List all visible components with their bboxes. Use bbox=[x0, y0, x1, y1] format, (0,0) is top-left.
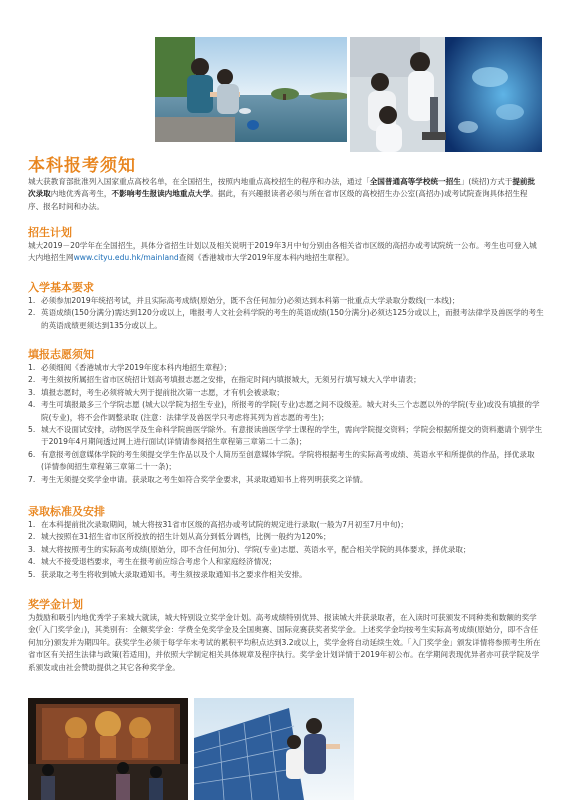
list-item: 7. 考生无须提交奖学金申请。获录取之考生如符合奖学金要求，其录取通知书上将列明获奖之详情。 bbox=[28, 474, 368, 484]
intro-text-4: 。据此，有兴趣报读者必须与所在省市区级的高校招生办公室(高招办)或考试院查询具体招生程序、报名时间和办法。 bbox=[28, 189, 528, 211]
list-item: 4. 城大不接受退档要求，考生在报考前应综合考虑个人和家庭经济情况； bbox=[28, 557, 277, 567]
list-item: 2. 城大按照在31招生省市区所投放的招生计划从高分到低分调档，比例一般约为120%； bbox=[28, 532, 331, 542]
section-heading-scholarship: 奖学金计划 bbox=[28, 598, 83, 611]
list-item: 2. 考生须按所属招生省市区统招计划高考填报志愿之安排，在指定时间内填报城大，无须另行填写城大入学申请表； bbox=[28, 375, 421, 385]
application-list bbox=[28, 362, 544, 486]
intro-text-3: 内地优秀高考生， bbox=[50, 189, 112, 199]
intro-text-2: 」(统招)方式于 bbox=[460, 177, 513, 186]
photo-cave-mural-projection bbox=[28, 698, 188, 800]
page-title: 本科报考须知 bbox=[28, 156, 136, 176]
plan-paragraph bbox=[28, 240, 542, 265]
photo-researchers-microscope-lab-icon bbox=[350, 37, 542, 152]
intro-bold-1: 全国普通高等学校统一招生 bbox=[369, 177, 461, 186]
intro-paragraph bbox=[28, 176, 542, 213]
list-item: 6. 有意报考创意媒体学院的考生须提交学生作品以及个人简历至创意媒体学院。学院将根据考生的实际高考成绩、英语水平和所提供的作品，择优录取(详情参阅招生章程第三章第二十一条)； bbox=[28, 449, 535, 472]
photo-solar-panel-engineers bbox=[194, 698, 354, 800]
section-heading-application: 填报志愿须知 bbox=[28, 348, 94, 361]
list-item: 1. 在本科提前批次录取期间，城大将按31省市区级的高招办或考试院的规定进行录取(一般为7月初至7月中旬)； bbox=[28, 520, 408, 529]
photo-students-water-sampling bbox=[155, 37, 347, 142]
list-item: 4. 考生可填报最多三个学院志愿 (城大以学院为招生专业)，所报考的学院(专业)志愿之间不设级差。城大对头三个志愿以外的学院(专业)或没有填报的学院(专业)，将不会作调整录取 (注意：法律学及兽医学只考虑将其列为首志愿的考生)； bbox=[28, 400, 540, 422]
intro-text-1: 城大获教育部批准列入国家重点高校名单，在全国招生，按照内地重点高校招生的程序和办法，通过「 bbox=[28, 177, 370, 186]
list-item: 2. 英语成绩(150分满分)需达到120分或以上，唯报考人文社会科学院的考生的英语成绩(150分满分)必须达125分或以上，而报考法律学及兽医学的考生的英语成绩更须达到135分或以上。 bbox=[28, 308, 544, 330]
mainland-admission-link[interactable]: www.cityu.edu.hk/mainland bbox=[73, 253, 179, 263]
photo-cave-mural-projection-icon bbox=[28, 698, 188, 800]
list-item: 5. 获录取之考生将收到城大录取通知书。考生须按录取通知书之要求作相关安排。 bbox=[28, 569, 307, 579]
intro-bold-2: 提前批次录取 bbox=[28, 177, 536, 199]
scholarship-paragraph: 为鼓励和吸引内地优秀学子来城大就读，城大特别设立奖学金计划。高考成绩特别优异、报读城大并获录取者，在入读时可获颁发不同种类和数额的奖学金(「入门奖学金」)，其类别有：全额奖学金：学费全免奖学金及全国奥赛、国际竞赛获奖者奖学金。上述奖学金均按考生实际高考成绩(原始分，即不含任何加分)颁发并为期四年。获奖学生必须于每学年末考试的累积平均积点达到3.2或以上，奖学金将自动延续生效。「入门奖学金」颁发详情将参照考生所在省市区有关招生法律与政策(若适用)，并依照大学制定相关具体规章及程序执行。奖学金计划详情于2019年初公布。在学期间表现优异者亦可获学院及学系颁发或由社会赞助提供之其它各种奖学金。 bbox=[28, 613, 541, 672]
list-item: 3. 城大将按照考生的实际高考成绩(原始分，即不含任何加分)、学院(专业)志愿、英语水平，配合相关学院的具体要求，择优录取； bbox=[28, 544, 471, 554]
photo-solar-panel-engineers-icon bbox=[194, 698, 354, 800]
admission-list bbox=[28, 519, 544, 581]
section-heading-plan: 招生计划 bbox=[28, 226, 72, 239]
intro-bold-3: 不影响考生报读内地重点大学 bbox=[111, 189, 211, 199]
list-item: 1. 必须细阅《香港城市大学2019年度本科内地招生章程》； bbox=[28, 363, 232, 372]
plan-text-1: 城大2019－20学年在全国招生，具体分省招生计划以及相关说明于2019年3月中旬分别由各相关省市区级的高招办或考试院统一公布。考生也可登入城大内地招生网 bbox=[28, 241, 537, 263]
list-item: 3. 填报志愿时，考生必须将城大列于提前批次第一志愿，才有机会被录取； bbox=[28, 387, 284, 397]
photo-students-water-sampling-icon bbox=[155, 37, 347, 142]
plan-text-2: 查阅《香港城市大学2019年度本科内地招生章程》。 bbox=[178, 253, 354, 263]
section-heading-admission: 录取标准及安排 bbox=[28, 505, 105, 518]
list-item: 1. 必须参加2019年统招考试，并且实际高考成绩(原始分，既不含任何加分)必须达到本科第一批重点大学录取分数线(一本线)； bbox=[28, 296, 460, 305]
photo-researchers-microscope-lab bbox=[350, 37, 542, 152]
section-heading-requirements: 入学基本要求 bbox=[28, 281, 94, 294]
list-item: 5. 城大不设面试安排，动物医学及生命科学院兽医学除外。有意报读兽医学学士课程的学生，需向学院提交资料；学院会根据所提交的资料邀请个别学生于2019年4月期间透过网上进行面试(详情请参阅招生章程第三章第二十二条)； bbox=[28, 425, 543, 447]
requirements-list bbox=[28, 295, 544, 332]
